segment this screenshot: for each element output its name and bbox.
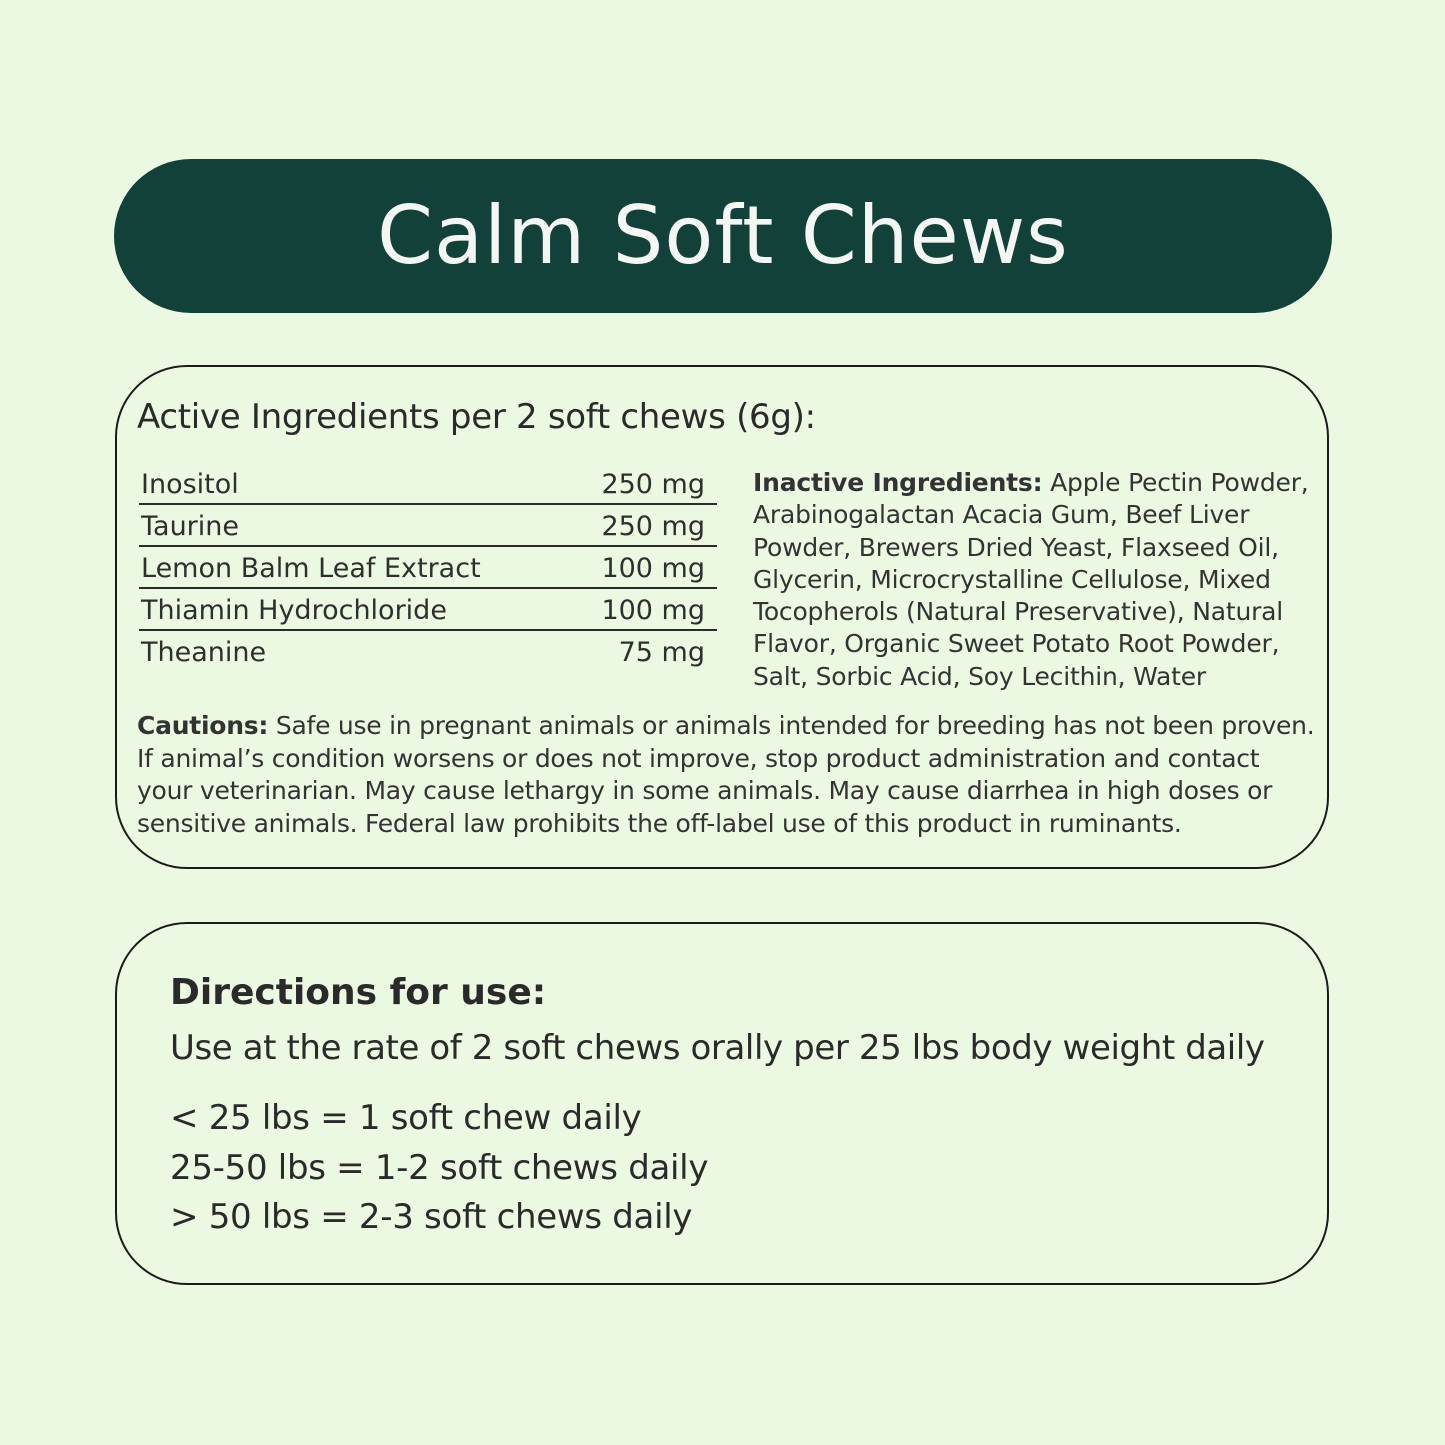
cautions-label: Cautions: [137,711,269,740]
dose-list [170,1094,708,1243]
ingredient-name: Inositol [141,469,239,500]
inactive-ingredients-text: Apple Pectin Powder, Arabinogalactan Acacia Gum, Beef Liver Powder, Brewers Dried Yeast, Flaxseed Oil, Glycerin, Microcrystalline Cellulose, Mixed Tocopherols (Natural Preservative), Natural Flavor, Organic Sweet Potato Root Powder, Salt, Sorbic Acid, Soy Lecithin, Water [753,468,1309,691]
ingredient-name: Taurine [141,511,240,542]
ingredients-card [115,365,1329,869]
page-title: Calm Soft Chews [377,189,1069,282]
ingredient-amount: 75 mg [618,637,705,668]
inactive-ingredients [753,467,1313,693]
dose-line: > 50 lbs = 2-3 soft chews daily [170,1197,693,1237]
directions-card [115,922,1329,1285]
dose-line: 25-50 lbs = 1-2 soft chews daily [170,1147,709,1188]
active-ingredients-table [139,463,717,671]
ingredient-name: Thiamin Hydrochloride [141,595,447,626]
dose-line: < 25 lbs = 1 soft chew daily [170,1098,642,1138]
ingredient-amount: 250 mg [601,469,705,500]
ingredient-row [139,589,717,631]
ingredient-row [139,463,717,505]
ingredient-amount: 100 mg [601,595,705,626]
directions-heading: Directions for use: [170,972,547,1013]
ingredient-amount: 250 mg [601,511,705,542]
inactive-ingredients-label: Inactive Ingredients: [753,468,1043,497]
ingredient-row [139,505,717,547]
directions-rate: Use at the rate of 2 soft chews orally per 25 lbs body weight daily [170,1028,1265,1068]
ingredient-name: Theanine [141,637,267,668]
title-banner [114,159,1332,313]
cautions-text: Safe use in pregnant animals or animals intended for breeding has not been proven. If animal’s condition worsens or does not improve, stop product administration and contact your veterinarian. May cause lethargy in some animals. May cause diarrhea in high doses or sensitive animals. Federal law prohibits the off-label use of this product in ruminants. [137,711,1315,838]
ingredient-amount: 100 mg [601,553,705,584]
ingredient-name: Lemon Balm Leaf Extract [141,553,481,584]
cautions [137,710,1322,840]
ingredient-row [139,631,717,671]
active-ingredients-heading: Active Ingredients per 2 soft chews (6g): [137,397,816,437]
ingredient-row [139,547,717,589]
